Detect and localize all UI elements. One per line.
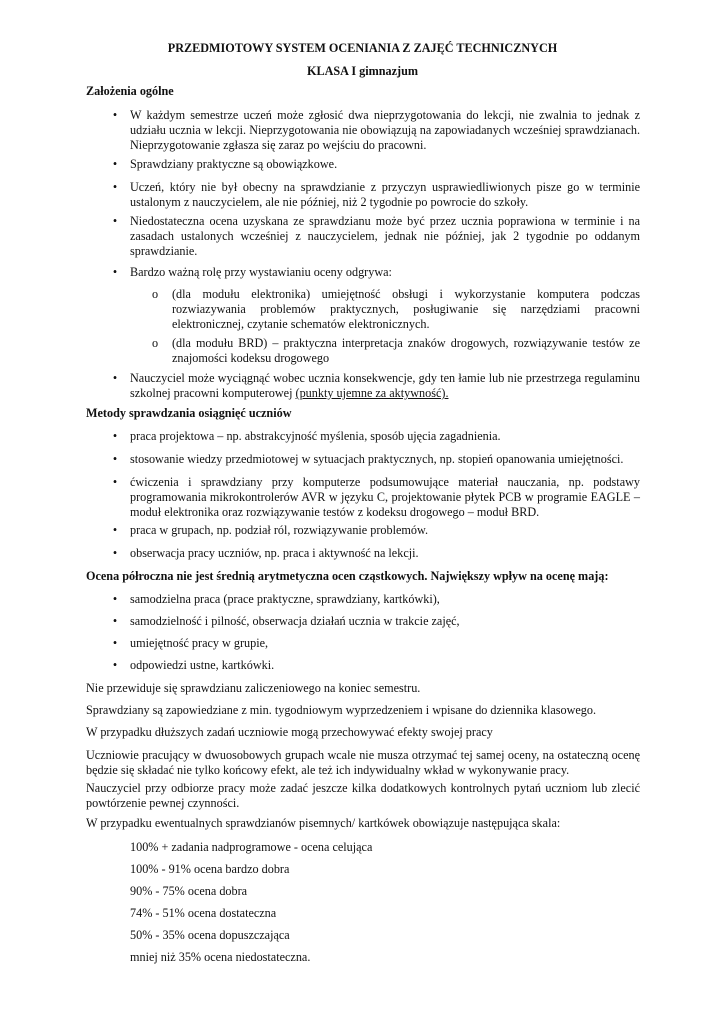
scale-row: 90% - 75% ocena dobra: [130, 884, 248, 898]
list-item: Uczeń, który nie był obecny na sprawdzianie z przyczyn usprawiedliwionych pisze go w terminie ustalonym z nauczycielem, ale nie później, niż 2 tygodnie po powrocie do szkoły.: [130, 180, 640, 209]
list-item: Sprawdziany praktyczne są obowiązkowe.: [130, 157, 338, 171]
scale-row: 100% + zadania nadprogramowe - ocena celująca: [130, 840, 373, 854]
section-heading-general: Założenia ogólne: [86, 84, 174, 98]
bullet-icon: •: [112, 157, 118, 171]
list-item: samodzielna praca (prace praktyczne, sprawdziany, kartkówki),: [130, 592, 440, 606]
list-item: stosowanie wiedzy przedmiotowej w sytuacjach praktycznych, np. stopień opanowania umiejętności.: [130, 452, 624, 466]
list-item: ćwiczenia i sprawdziany przy komputerze podsumowujące materiał nauczania, np. podstawy programowania mikrokontrolerów AVR w języku C, projektowanie płytek PCB w programie EAGLE – moduł elektronika oraz rozwiązywanie testów z kodeksu drogowego – moduł BRD.: [130, 475, 640, 519]
bullet-icon: •: [112, 614, 118, 628]
list-item: praca projektowa – np. abstrakcyjność myślenia, sposób ujęcia zagadnienia.: [130, 429, 501, 443]
bullet-icon: •: [112, 180, 118, 194]
list-item: odpowiedzi ustne, kartkówki.: [130, 658, 275, 672]
bullet-icon: •: [112, 658, 118, 672]
list-item: [130, 371, 640, 401]
list-item: Niedostateczna ocena uzyskana ze sprawdzianu może być przez ucznia poprawiona w terminie i na zasadach ustalonych wcześniej z nauczycielem, jednak nie później, jak 2 tygodnie po oddanym sprawdzianie.: [130, 214, 640, 258]
bullet-icon: •: [112, 546, 118, 560]
bullet-icon: •: [112, 371, 118, 385]
list-item: umiejętność pracy w grupie,: [130, 636, 269, 650]
bullet-icon: •: [112, 592, 118, 606]
paragraph: Sprawdziany są zapowiedziane z min. tygodniowym wyprzedzeniem i wpisane do dziennika klasowego.: [86, 703, 597, 717]
underlined-note: (punkty ujemne za aktywność).: [295, 386, 449, 400]
bullet-icon: •: [112, 475, 118, 489]
sub-bullet-icon: o: [151, 336, 159, 350]
section-heading-methods: Metody sprawdzania osiągnięć uczniów: [86, 406, 292, 420]
list-item-text: Nauczyciel może wyciągnąć wobec ucznia konsekwencje, gdy ten łamie lub nie przestrzega regulaminu szkolnej pracowni komputerowej: [130, 371, 640, 400]
scale-row: 74% - 51% ocena dostateczna: [130, 906, 277, 920]
list-item: Bardzo ważną rolę przy wystawianiu oceny odgrywa:: [130, 265, 392, 279]
paragraph: W przypadku ewentualnych sprawdzianów pisemnych/ kartkówek obowiązuje następująca skala:: [86, 816, 561, 830]
bullet-icon: •: [112, 452, 118, 466]
scale-row: mniej niż 35% ocena niedostateczna.: [130, 950, 311, 964]
sub-list-item: (dla modułu elektronika) umiejętność obsługi i wykorzystanie komputera podczas rozwiazywania problemów praktycznych, posługiwanie się narzędziami pracowni elektronicznej, czytanie schematów elektronicznych.: [172, 287, 640, 331]
list-item: W każdym semestrze uczeń może zgłosić dwa nieprzygotowania do lekcji, nie zwalnia to jednak z udziału ucznia w lekcji. Nieprzygotowania nie obowiązują na zapowiadanych wcześniej sprawdzianach. Nieprzygotowanie zgłasza się zaraz po wejściu do pracowni.: [130, 108, 640, 152]
list-item: samodzielność i pilność, obserwacja działań ucznia w trakcie zajęć,: [130, 614, 460, 628]
scale-row: 50% - 35% ocena dopuszczająca: [130, 928, 290, 942]
bullet-icon: •: [112, 265, 118, 279]
bullet-icon: •: [112, 214, 118, 228]
bullet-icon: •: [112, 636, 118, 650]
scale-row: 100% - 91% ocena bardzo dobra: [130, 862, 290, 876]
list-item: obserwacja pracy uczniów, np. praca i aktywność na lekcji.: [130, 546, 419, 560]
bullet-icon: •: [112, 523, 118, 537]
bullet-icon: •: [112, 429, 118, 443]
paragraph: W przypadku dłuższych zadań uczniowie mogą przechowywać efekty swojej pracy: [86, 725, 493, 739]
bullet-icon: •: [112, 108, 118, 122]
sub-list-item: (dla modułu BRD) – praktyczna interpretacja znaków drogowych, rozwiązywanie testów ze znajomości kodeksu drogowego: [172, 336, 640, 365]
document-title: PRZEDMIOTOWY SYSTEM OCENIANIA Z ZAJĘĆ TECHNICZNYCH: [167, 41, 558, 55]
paragraph: Uczniowie pracujący w dwuosobowych grupach wcale nie musza otrzymać tej samej oceny, na ostateczną ocenę będzie się składać nie tylko końcowy efekt, ale też ich indywidualny wkład w wykonywanie pracy.: [86, 748, 640, 777]
section-heading-grading: Ocena półroczna nie jest średnią arytmetyczna ocen cząstkowych. Największy wpływ na ocenę mają:: [86, 569, 609, 583]
list-item: praca w grupach, np. podział ról, rozwiązywanie problemów.: [130, 523, 429, 537]
paragraph: Nauczyciel przy odbiorze pracy może zadać jeszcze kilka dodatkowych kontrolnych pytań uczniom lub zlecić powtórzenie pewnej czynności.: [86, 781, 640, 810]
sub-bullet-icon: o: [151, 287, 159, 301]
paragraph: Nie przewiduje się sprawdzianu zaliczeniowego na koniec semestru.: [86, 681, 421, 695]
document-subtitle: KLASA I gimnazjum: [306, 64, 419, 78]
